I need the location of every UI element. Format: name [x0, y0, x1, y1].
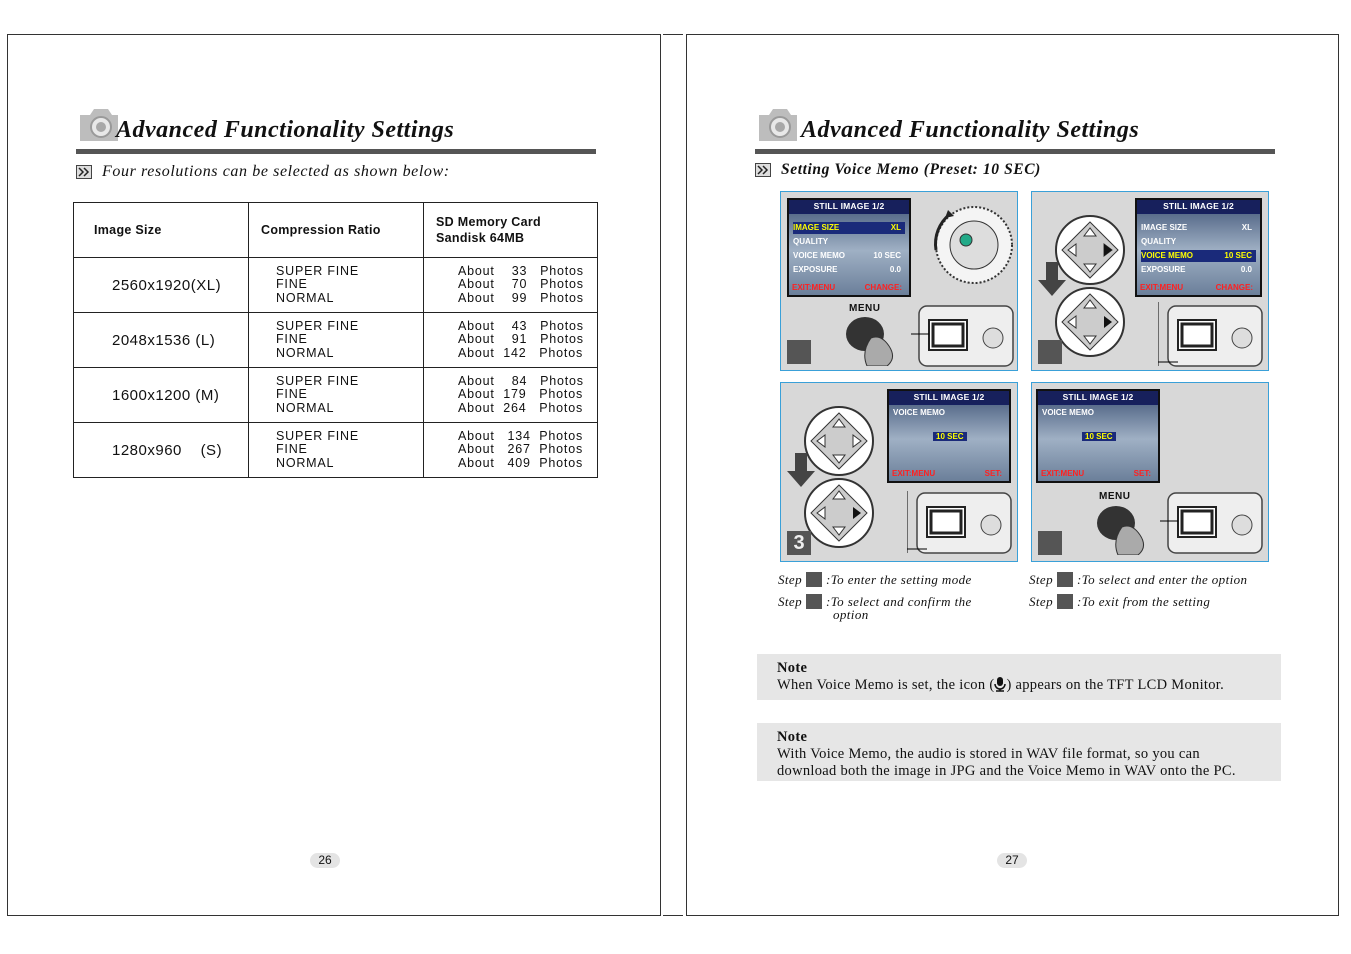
- capacity-cell: [424, 368, 598, 423]
- page-title-block: [76, 105, 598, 157]
- lcd-item-exposure: EXPOSURE 0.0: [1141, 265, 1252, 274]
- lcd-menu-screen: [1135, 198, 1262, 297]
- compression-value: SUPER FINE: [276, 428, 360, 443]
- capacity-value: About 33 Photos: [458, 263, 584, 278]
- lcd-footer: EXIT:MENU SET:: [1041, 469, 1151, 478]
- note-title: Note: [777, 729, 808, 745]
- compression-value: NORMAL: [276, 345, 335, 360]
- title-rule: [76, 149, 596, 154]
- compression-value: FINE: [276, 442, 308, 457]
- lcd-item-voice-memo: VOICE MEMO 10 SEC: [1141, 250, 1256, 262]
- title-rule: [755, 149, 1275, 154]
- lcd-header: STILL IMAGE 1/2: [1137, 200, 1260, 213]
- compression-value: FINE: [276, 387, 308, 402]
- step-panel-3: [780, 382, 1018, 562]
- mode-dial-icon: [926, 200, 1016, 290]
- capacity-cell: [424, 313, 598, 368]
- lcd-header: STILL IMAGE 1/2: [789, 200, 909, 213]
- capacity-value: About 70 Photos: [458, 277, 584, 292]
- subtitle-row: [76, 163, 450, 181]
- lcd-item-exposure: EXPOSURE 0.0: [793, 265, 901, 274]
- capacity-cell: [424, 258, 598, 313]
- dpad-right-icon: [1054, 286, 1126, 358]
- step-panel-2: [1031, 191, 1269, 371]
- capacity-value: About 91 Photos: [458, 332, 584, 347]
- page-number: 27: [997, 853, 1027, 868]
- page-number: 26: [310, 853, 340, 868]
- column-header-compression: Compression Ratio: [249, 203, 424, 258]
- double-chevron-icon: [76, 165, 92, 179]
- resolution-table: [73, 202, 598, 478]
- table-row: [74, 313, 598, 368]
- lcd-item-image-size: IMAGE SIZE XL: [793, 222, 905, 234]
- capacity-cell: [424, 423, 598, 478]
- lcd-item-image-size: IMAGE SIZE XL: [1141, 223, 1252, 232]
- lcd-footer: EXIT:MENU SET:: [892, 469, 1002, 478]
- step-panel-4: [1031, 382, 1269, 562]
- lcd-item-quality: QUALITY: [793, 237, 829, 246]
- compression-value: SUPER FINE: [276, 263, 360, 278]
- lcd-item-quality: QUALITY: [1141, 237, 1177, 246]
- lcd-voice-memo-screen: [887, 389, 1011, 483]
- crop-mark: [663, 915, 683, 916]
- left-page: [7, 34, 661, 916]
- camera-back-icon: [1158, 302, 1266, 370]
- compression-value: SUPER FINE: [276, 373, 360, 388]
- dpad-right-icon: [803, 477, 875, 549]
- note-text: When Voice Memo is set, the icon ( ) appears on the TFT LCD Monitor.: [777, 677, 1225, 693]
- capacity-value: About 267 Photos: [458, 442, 584, 457]
- compression-value: NORMAL: [276, 400, 335, 415]
- image-size-cell: 1600x1200 (M): [74, 368, 249, 423]
- subtitle: Setting Voice Memo (Preset: 10 SEC): [781, 161, 1041, 178]
- step-caption-2: Step :To select and enter the option: [1029, 572, 1248, 587]
- compression-value: FINE: [276, 332, 308, 347]
- note-text: With Voice Memo, the audio is stored in WAV file format, so you can: [777, 746, 1200, 762]
- lcd-footer: EXIT:MENU CHANGE:: [792, 283, 902, 292]
- subtitle-row: [755, 161, 1041, 179]
- lcd-body: [1038, 405, 1158, 481]
- lcd-body: [789, 214, 909, 295]
- lcd-header: STILL IMAGE 1/2: [889, 391, 1009, 404]
- subtitle: Four resolutions can be selected as shown below:: [102, 163, 450, 180]
- lcd-voice-value: 10 SEC: [1082, 431, 1154, 443]
- lcd-voice-memo-label: VOICE MEMO: [893, 408, 946, 417]
- camera-icon: [755, 105, 799, 143]
- lcd-footer: EXIT:MENU CHANGE:: [1140, 283, 1253, 292]
- table-row: [74, 258, 598, 313]
- capacity-value: About 43 Photos: [458, 318, 584, 333]
- step-caption-3-cont: option: [833, 607, 869, 622]
- capacity-value: About 179 Photos: [458, 387, 584, 402]
- step-badge-2: [1038, 340, 1062, 364]
- capacity-value: About 264 Photos: [458, 400, 584, 415]
- note-text: download both the image in JPG and the Voice Memo in WAV onto the PC.: [777, 763, 1236, 779]
- note-box-1: [757, 654, 1281, 700]
- compression-cell: [249, 423, 424, 478]
- compression-cell: [249, 258, 424, 313]
- camera-back-icon: [907, 489, 1015, 559]
- lcd-menu-screen: [787, 198, 911, 297]
- compression-value: FINE: [276, 277, 308, 292]
- camera-back-icon: [1160, 487, 1266, 557]
- image-size-cell: 1280x960 (S): [74, 423, 249, 478]
- capacity-value: About 409 Photos: [458, 455, 584, 470]
- step-number-icon: [1057, 572, 1073, 587]
- step-number-icon: [806, 572, 822, 587]
- menu-button-press-icon: [1096, 505, 1160, 555]
- lcd-header: STILL IMAGE 1/2: [1038, 391, 1158, 404]
- note-title: Note: [777, 660, 808, 676]
- lcd-voice-value: 10 SEC: [933, 431, 1005, 443]
- page-title: Advanced Functionality Settings: [801, 117, 1140, 143]
- crop-mark: [663, 34, 683, 35]
- page-title-block: [755, 105, 1277, 157]
- step-number-icon: [806, 594, 822, 609]
- lcd-body: [889, 405, 1009, 481]
- column-header-memory-card: SD Memory Card Sandisk 64MB: [424, 203, 598, 258]
- compression-cell: [249, 313, 424, 368]
- capacity-value: About 142 Photos: [458, 345, 584, 360]
- table-row: [74, 423, 598, 478]
- capacity-value: About 84 Photos: [458, 373, 584, 388]
- capacity-value: About 99 Photos: [458, 290, 584, 305]
- camera-back-icon: [911, 300, 1017, 370]
- menu-button-press-icon: [845, 316, 909, 366]
- step-badge-3: 3: [787, 531, 811, 555]
- step-number-icon: [1057, 594, 1073, 609]
- capacity-value: About 134 Photos: [458, 428, 584, 443]
- step-panel-1: [780, 191, 1018, 371]
- step-badge-4: [1038, 531, 1062, 555]
- lcd-item-voice-memo: VOICE MEMO 10 SEC: [793, 251, 901, 260]
- image-size-cell: 2048x1536 (L): [74, 313, 249, 368]
- microphone-icon: [994, 677, 1006, 692]
- step-caption-1: Step :To enter the setting mode: [778, 572, 972, 587]
- compression-value: NORMAL: [276, 290, 335, 305]
- compression-cell: [249, 368, 424, 423]
- lcd-voice-memo-label: VOICE MEMO: [1042, 408, 1095, 417]
- step-badge-1: [787, 340, 811, 364]
- right-page: [686, 34, 1339, 916]
- step-caption-4: Step :To exit from the setting: [1029, 594, 1211, 609]
- image-size-cell: 2560x1920(XL): [74, 258, 249, 313]
- table-header-row: [74, 203, 598, 258]
- menu-button-label: MENU: [849, 303, 881, 314]
- note-box-2: [757, 723, 1281, 781]
- lcd-voice-memo-screen: [1036, 389, 1160, 483]
- lcd-body: [1137, 214, 1260, 295]
- column-header-image-size: Image Size: [74, 203, 249, 258]
- menu-button-label: MENU: [1099, 491, 1131, 502]
- compression-value: NORMAL: [276, 455, 335, 470]
- camera-icon: [76, 105, 120, 143]
- compression-value: SUPER FINE: [276, 318, 360, 333]
- step-caption-3: Step :To select and confirm the: [778, 594, 972, 609]
- double-chevron-icon: [755, 163, 771, 177]
- page-title: Advanced Functionality Settings: [116, 117, 455, 143]
- table-row: [74, 368, 598, 423]
